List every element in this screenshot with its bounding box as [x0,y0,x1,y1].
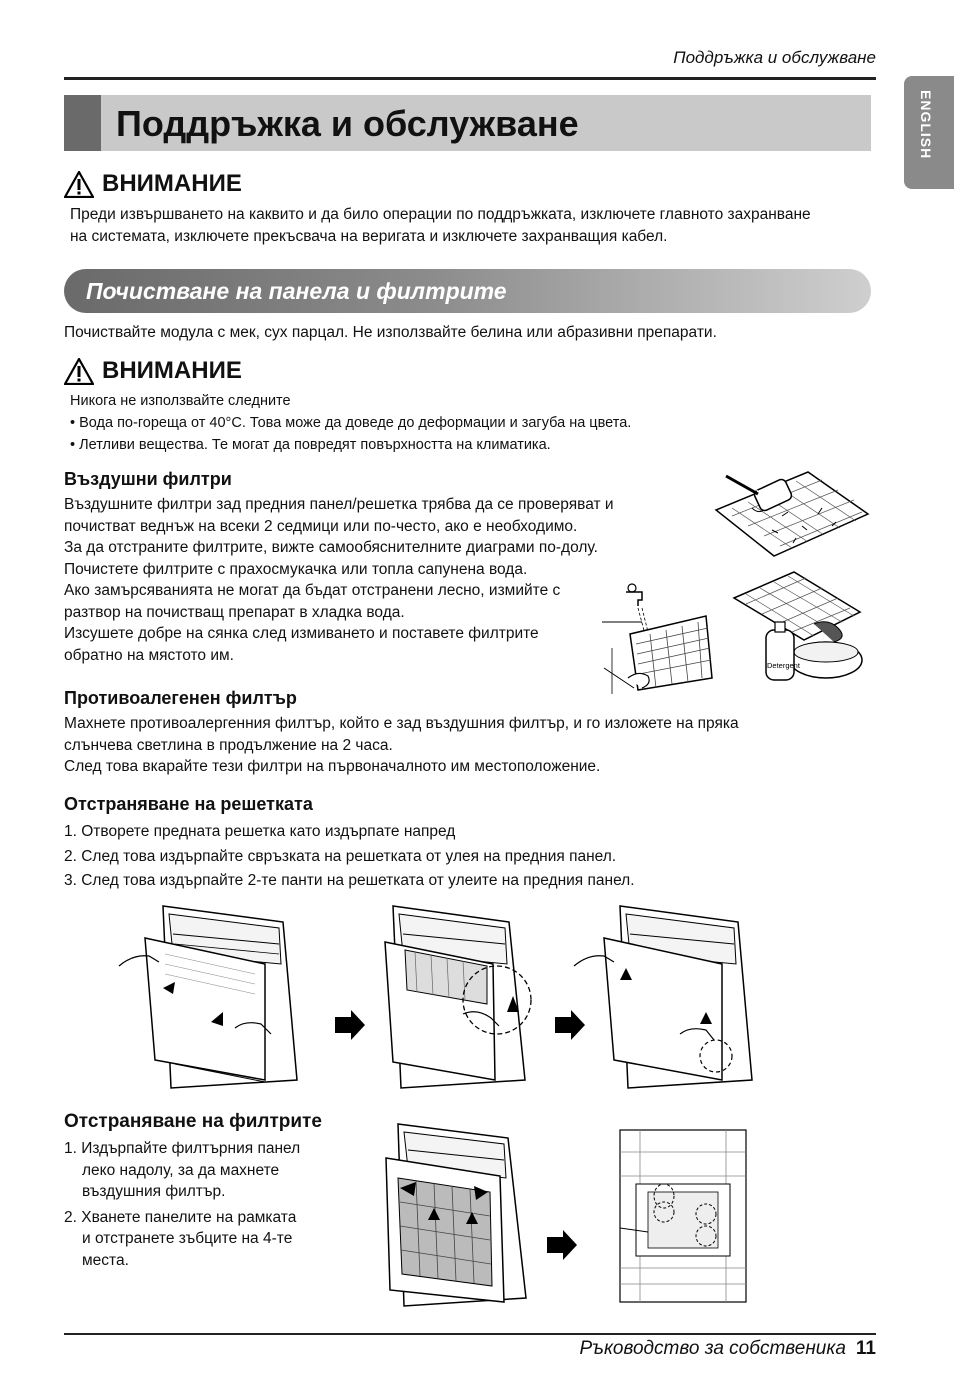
warning-line: на системата, изключете прекъсвача на веригата и изключете захранващия кабел. [70,227,668,245]
text-line: слънчева светлина в продължение на 2 часа. [64,736,393,754]
page-footer [440,1338,876,1360]
language-tab-label: ENGLISH [918,90,934,160]
step-item: 3. След това издърпайте 2-те панти на решетката от улеите на предния панел. [64,872,635,889]
detergent-washing-illustration [730,568,865,686]
warning-heading-text: ВНИМАНИЕ [102,357,242,384]
page-number: 11 [855,1338,876,1359]
step-item-continued: леко надолу, за да махнете [82,1161,280,1179]
running-header: Поддръжка и обслужване [673,48,876,67]
air-filters-text [64,494,674,666]
filter-removal-steps [64,1138,354,1271]
bottom-rule [64,1333,876,1335]
warning-bullet: • Вода по-гореща от 40°C. Това може да доведе до деформации и загуба на цвета. [70,415,632,431]
page-title-band [64,95,871,151]
text-line: Махнете противоалергенния филтър, който е зад въздушния филтър, и го изложете на пряка [64,715,739,732]
allergy-filter-heading: Противоалегенен филтър [64,688,297,708]
text-line: След това вкарайте тези филтри на първоначалното им местоположение. [64,758,601,775]
washing-filter-illustration [602,578,722,696]
air-filters-heading: Въздушни филтри [64,469,232,489]
language-tab [904,76,954,189]
section-intro: Почиствайте модула с мек, сух парцал. Не използвайте белина или абразивни препарати. [64,324,717,341]
step-item-continued: места. [82,1251,129,1269]
grille-step-1-illustration [115,904,305,1094]
warning-text-1 [70,204,890,247]
warning-heading-text: ВНИМАНИЕ [102,170,242,197]
filter-tabs-closeup-illustration [618,1128,748,1304]
arrow-right-icon [545,1228,579,1262]
text-line: обратно на мястото им. [64,646,234,664]
warning-lead: Никога не използвайте следните [70,393,291,409]
text-line: Въздушните филтри зад предния панел/решетка трябва да се проверяват и [64,496,614,513]
warning-text-2 [70,390,890,456]
text-line: почистват веднъж на всеки 2 седмици или по-често, ако е необходимо. [64,517,578,535]
arrow-right-icon [333,1008,367,1042]
grille-removal-heading: Отстраняване на решетката [64,794,313,814]
section-title: Почистване на панела и филтрите [86,278,507,304]
allergy-filter-text [64,713,884,778]
step-item: 2. Хванете панелите на рамката [64,1208,297,1226]
text-line: разтвор на почистващ препарат в хладка вода. [64,603,405,621]
page-title: Поддръжка и обслужване [116,103,579,144]
step-item: 2. След това издърпайте свръзката на решетката от улея на предния панел. [64,847,617,865]
grille-step-3-illustration [570,904,760,1094]
grille-removal-steps [64,820,884,894]
step-item: 1. Издърпайте филтърния панел [64,1140,301,1157]
step-item: 1. Отворете предната решетка като издърпате напред [64,823,456,840]
warning-heading-2 [64,357,242,385]
text-line: Ако замърсяванията не могат да бъдат отстранени лесно, измийте с [64,582,561,599]
text-line: Изсушете добре на сянка след измиването и поставете филтрите [64,625,539,642]
warning-icon [64,171,94,198]
filter-removal-illustration [380,1122,530,1312]
warning-icon [64,358,94,385]
step-item-continued: и отстранете зъбците на 4-те [82,1230,293,1247]
title-accent-block [64,95,101,151]
manual-title: Ръководство за собственика [579,1338,846,1359]
warning-bullet: • Летливи вещества. Те могат да повредят повърхността на климатика. [70,437,551,453]
warning-heading-1 [64,170,242,198]
grille-step-2-illustration [375,904,535,1094]
text-line: Почистете филтрите с прахосмукачка или топла сапунена вода. [64,560,528,578]
text-line: За да отстраните филтрите, вижте самообяснителните диаграми по-долу. [64,539,598,556]
vacuum-cleaning-illustration [712,468,872,560]
filter-removal-heading: Отстраняване на филтрите [64,1111,322,1132]
warning-line: Преди извършването на каквито и да било операции по поддръжката, изключете главното захранване [70,206,811,223]
step-item-continued: въздушния филтър. [82,1183,226,1200]
section-title-band [64,269,871,313]
top-rule [64,77,876,80]
detergent-label: Detergent [767,661,800,670]
